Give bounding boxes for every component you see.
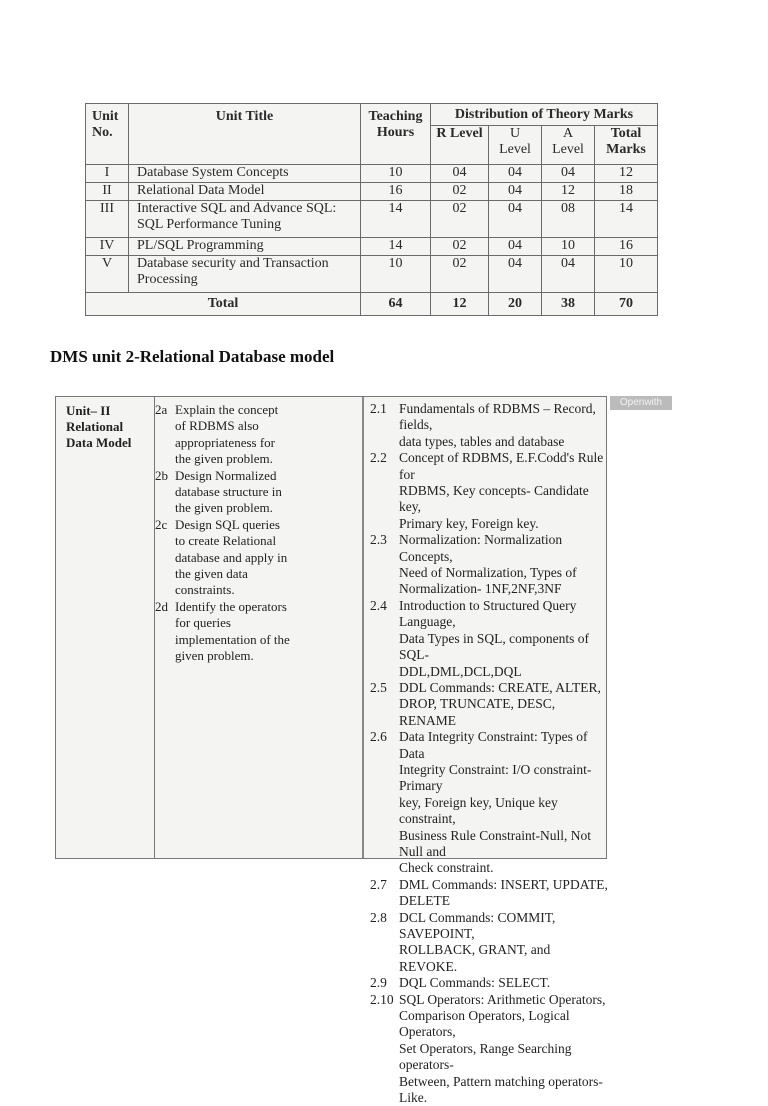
topic-number: 2.4 xyxy=(370,597,387,613)
unit-syllabus-table xyxy=(55,396,663,1106)
topic-item xyxy=(370,401,610,450)
topics-column xyxy=(362,397,663,1106)
unit-no-cell: IV xyxy=(86,237,129,255)
a-level-cell: 10 xyxy=(542,237,595,255)
topic-item xyxy=(370,450,610,532)
topic-text: Introduction to Structured Query Language, Data Types in SQL, components of SQL- DDL,DML,DCL,DQL xyxy=(399,597,590,679)
topic-item xyxy=(370,910,610,976)
total-marks-cell: 18 xyxy=(595,183,658,201)
total-marks-cell: 16 xyxy=(595,237,658,255)
topic-number: 2.10 xyxy=(370,991,394,1007)
topic-item xyxy=(370,598,610,680)
topic-number: 2.7 xyxy=(370,876,387,892)
outcome-number: 2b xyxy=(155,467,168,483)
unit-title-cell: Interactive SQL and Advance SQL: SQL Performance Tuning xyxy=(129,201,361,238)
outcome-item xyxy=(155,517,363,599)
total-r: 12 xyxy=(431,292,489,315)
u-level-cell: 04 xyxy=(489,201,542,238)
topic-text: DQL Commands: SELECT. xyxy=(399,975,551,991)
unit-column xyxy=(66,397,154,858)
topic-item xyxy=(370,680,610,729)
topic-number: 2.1 xyxy=(370,401,387,416)
unit-title-cell: PL/SQL Programming xyxy=(129,237,361,255)
outcome-text: Identify the operators for queries implementation of the given problem. xyxy=(175,598,290,664)
header-unit-no: Unit No. xyxy=(86,104,129,165)
topic-item xyxy=(370,975,610,991)
topic-text: Fundamentals of RDBMS – Record, fields, data types, tables and database xyxy=(399,401,596,449)
teaching-hours-cell: 16 xyxy=(361,183,431,201)
topic-number: 2.2 xyxy=(370,450,387,466)
unit-no-cell: V xyxy=(86,256,129,293)
topic-text: DML Commands: INSERT, UPDATE, DELETE xyxy=(399,876,608,909)
outcomes-column xyxy=(154,397,363,858)
teaching-hours-cell: 10 xyxy=(361,164,431,182)
topic-number: 2.8 xyxy=(370,909,387,925)
header-u-level: U Level xyxy=(489,126,542,165)
topic-number: 2.3 xyxy=(370,532,387,548)
topic-item xyxy=(370,532,610,598)
r-level-cell: 02 xyxy=(431,237,489,255)
total-label: Total xyxy=(86,292,361,315)
unit-no-cell: I xyxy=(86,164,129,182)
topic-text: Concept of RDBMS, E.F.Codd's Rule for RDBMS, Key concepts- Candidate key, Primary key, Foreign key. xyxy=(399,450,604,531)
table-row xyxy=(86,256,658,293)
a-level-cell: 04 xyxy=(542,164,595,182)
unit-title-cell: Relational Data Model xyxy=(129,183,361,201)
openwith-watermark: Openwith xyxy=(610,396,672,410)
u-level-cell: 04 xyxy=(489,164,542,182)
topic-text: Normalization: Normalization Concepts, Need of Normalization, Types of Normalization- 1NF,2NF,3NF xyxy=(399,532,577,597)
teaching-hours-cell: 14 xyxy=(361,237,431,255)
unit-no-cell: II xyxy=(86,183,129,201)
outcome-number: 2c xyxy=(155,516,168,532)
table-row xyxy=(86,201,658,238)
u-level-cell: 04 xyxy=(489,256,542,293)
outcome-item xyxy=(155,402,363,468)
topic-text: Data Integrity Constraint: Types of Data Integrity Constraint: I/O constraint- Primary key, Foreign key, Unique key constraint, Business Rule Constraint-Null, Not Null and Check constraint. xyxy=(399,729,592,876)
a-level-cell: 12 xyxy=(542,183,595,201)
total-marks-cell: 14 xyxy=(595,201,658,238)
total-a: 38 xyxy=(542,292,595,315)
total-hours: 64 xyxy=(361,292,431,315)
topic-number: 2.6 xyxy=(370,729,387,745)
total-marks-cell: 10 xyxy=(595,256,658,293)
topic-item xyxy=(370,877,610,910)
topic-item xyxy=(370,992,610,1106)
header-distribution: Distribution of Theory Marks xyxy=(431,104,658,126)
r-level-cell: 02 xyxy=(431,183,489,201)
outcome-item xyxy=(155,468,363,517)
outcome-text: Explain the concept of RDBMS also appropriateness for the given problem. xyxy=(175,402,279,467)
u-level-cell: 04 xyxy=(489,237,542,255)
topic-text: DDL Commands: CREATE, ALTER, DROP, TRUNCATE, DESC, RENAME xyxy=(399,679,601,728)
unit-no-cell: III xyxy=(86,201,129,238)
topic-number: 2.9 xyxy=(370,975,387,991)
table-row xyxy=(86,164,658,182)
r-level-cell: 04 xyxy=(431,164,489,182)
table-row xyxy=(86,183,658,201)
outcome-number: 2d xyxy=(155,598,168,614)
header-total-marks: Total Marks xyxy=(595,126,658,165)
topic-item xyxy=(370,729,610,877)
unit-title-cell: Database security and Transaction Processing xyxy=(129,256,361,293)
header-teaching-hours: Teaching Hours xyxy=(361,104,431,165)
outcome-item xyxy=(155,599,363,665)
header-a-level: A Level xyxy=(542,126,595,165)
total-row xyxy=(86,292,658,315)
topic-text: SQL Operators: Arithmetic Operators, Comparison Operators, Logical Operators, Set Operators, Range Searching operators- Between, Pattern matching operators-Like. xyxy=(399,991,606,1106)
u-level-cell: 04 xyxy=(489,183,542,201)
section-heading: DMS unit 2-Relational Database model xyxy=(50,347,335,366)
a-level-cell: 08 xyxy=(542,201,595,238)
teaching-hours-cell: 10 xyxy=(361,256,431,293)
outcome-number: 2a xyxy=(155,402,168,417)
unit-title-cell: Database System Concepts xyxy=(129,164,361,182)
marks-distribution-scan xyxy=(85,103,657,316)
outcome-text: Design Normalized database structure in the given problem. xyxy=(175,467,282,516)
outcome-text: Design SQL queries to create Relational database and apply in the given data constraints. xyxy=(175,516,288,598)
total-marks-cell: 12 xyxy=(595,164,658,182)
a-level-cell: 04 xyxy=(542,256,595,293)
unit-syllabus-scan xyxy=(55,396,663,1106)
unit-heading: Unit– II Relational Data Model xyxy=(66,403,132,450)
teaching-hours-cell: 14 xyxy=(361,201,431,238)
total-u: 20 xyxy=(489,292,542,315)
r-level-cell: 02 xyxy=(431,256,489,293)
topic-number: 2.5 xyxy=(370,679,387,695)
marks-distribution-table xyxy=(85,103,658,316)
total-total: 70 xyxy=(595,292,658,315)
topic-text: DCL Commands: COMMIT, SAVEPOINT, ROLLBACK, GRANT, and REVOKE. xyxy=(399,909,556,974)
r-level-cell: 02 xyxy=(431,201,489,238)
header-r-level: R Level xyxy=(431,126,489,165)
header-unit-title: Unit Title xyxy=(129,104,361,165)
table-row xyxy=(86,237,658,255)
